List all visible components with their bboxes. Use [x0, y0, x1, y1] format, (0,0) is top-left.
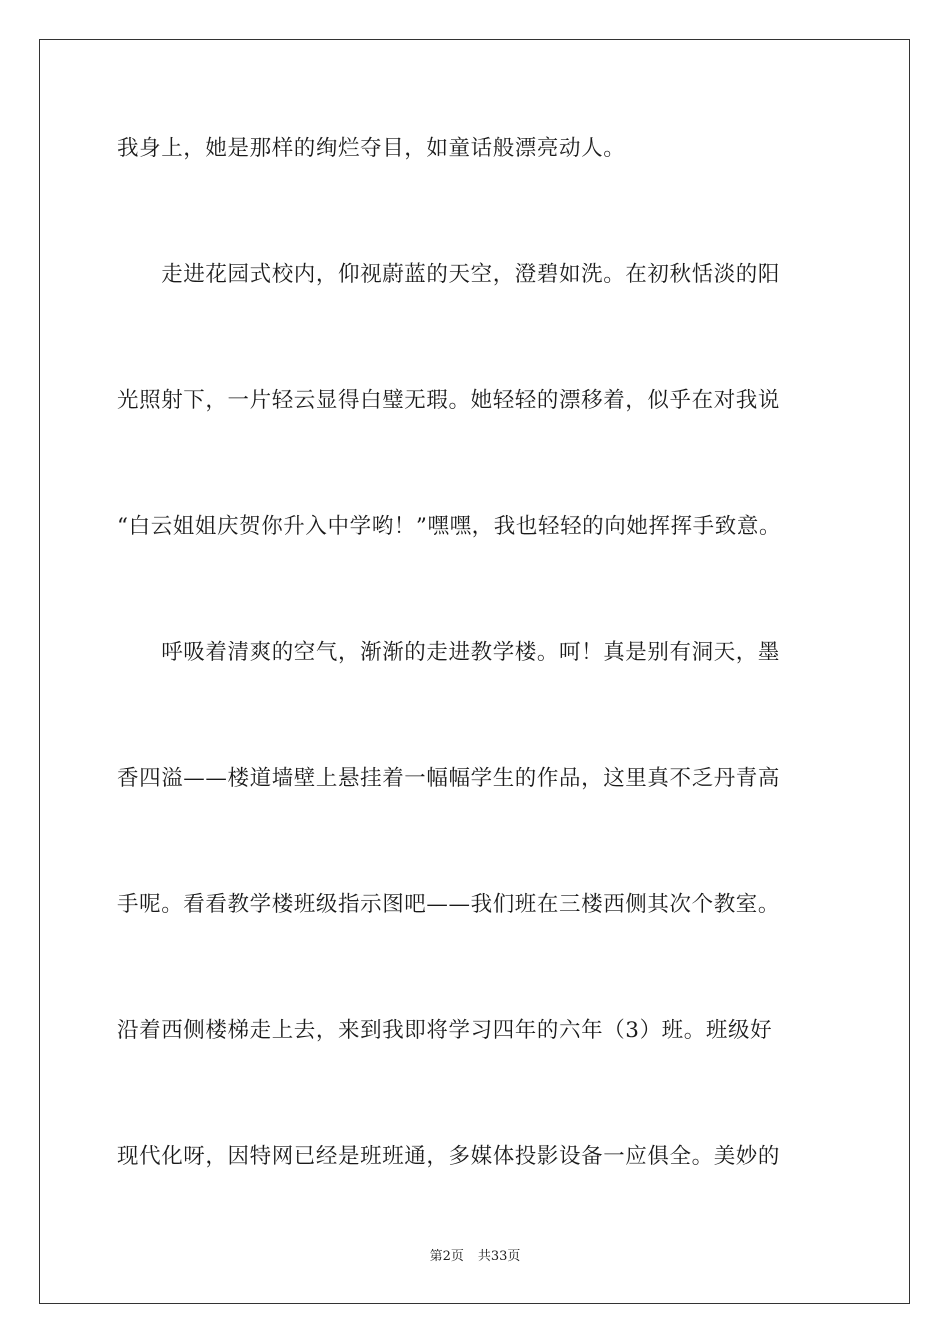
text-line: 我身上，她是那样的绚烂夺目，如童话般漂亮动人。	[117, 136, 626, 161]
page-footer	[0, 1248, 950, 1266]
text-line: 香四溢——楼道墙壁上悬挂着一幅幅学生的作品，这里真不乏丹青高	[117, 766, 781, 791]
page-number-current: 第2页	[429, 1249, 464, 1264]
page-border	[39, 39, 910, 1304]
page-number-total: 共33页	[477, 1249, 521, 1264]
text-line: 呼吸着清爽的空气，渐渐的走进教学楼。呵！真是别有洞天，墨	[117, 640, 781, 665]
text-line: “白云姐姐庆贺你升入中学哟！”嘿嘿，我也轻轻的向她挥挥手致意。	[117, 514, 782, 539]
text-line: 光照射下，一片轻云显得白璧无瑕。她轻轻的漂移着，似乎在对我说	[117, 388, 781, 413]
text-line: 手呢。看看教学楼班级指示图吧——我们班在三楼西侧其次个教室。	[117, 892, 781, 917]
text-line: 沿着西侧楼梯走上去，来到我即将学习四年的六年（3）班。班级好	[117, 1018, 773, 1043]
text-line: 现代化呀，因特网已经是班班通，多媒体投影设备一应俱全。美妙的	[117, 1144, 781, 1169]
text-line: 走进花园式校内，仰视蔚蓝的天空，澄碧如洗。在初秋恬淡的阳	[117, 262, 781, 287]
